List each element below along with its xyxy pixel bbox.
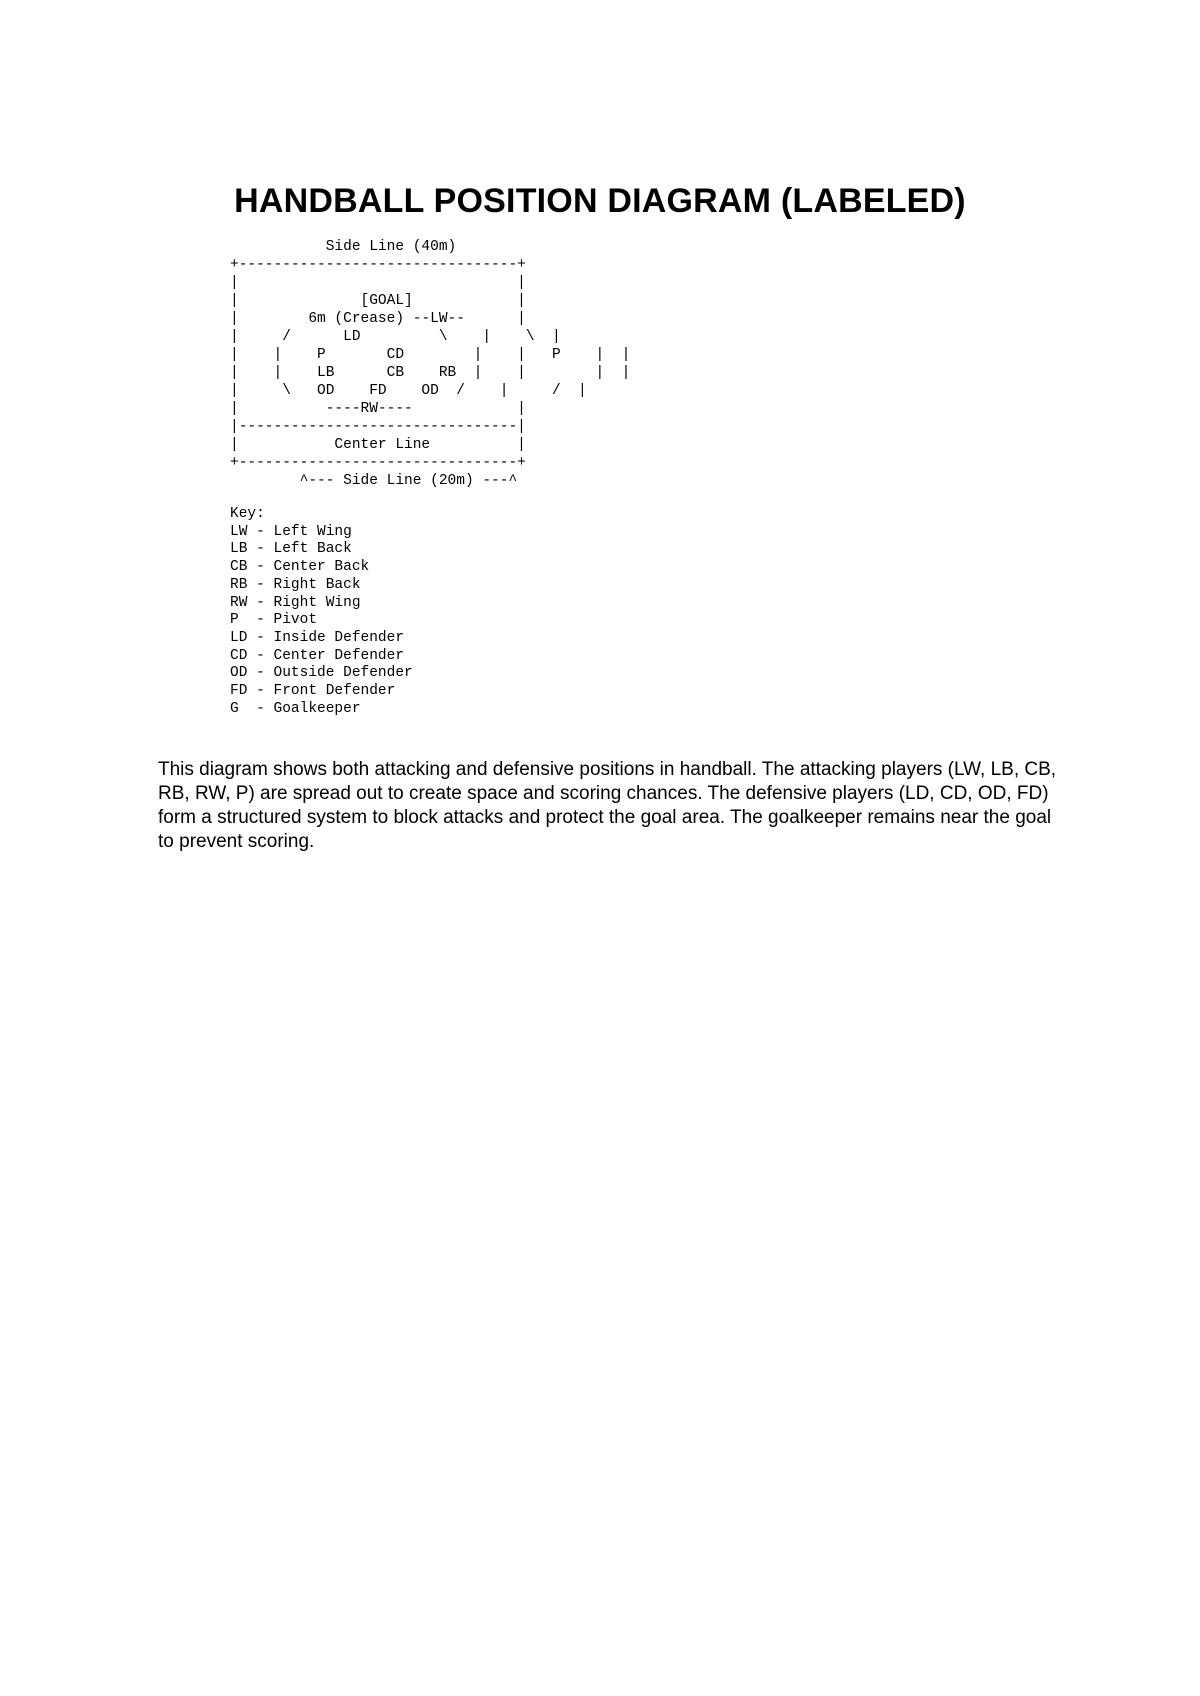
description-paragraph: This diagram shows both attacking and defensive positions in handball. The attacking players (LW, LB, CB, RB, RW, P) are spread out to create space and scoring chances. The defensive players (LD, CD, OD, FD) form a structured system to block attacks and protect the goal area. The goalkeeper remains near the goal to prevent scoring. bbox=[158, 759, 1057, 852]
position-key-list: Key: LW - Left Wing LB - Left Back CB - Center Back RB - Right Back RW - Right Wing P - Pivot LD - Inside Defender CD - Center Defender OD - Outside Defender FD - Front Defender G - Goalkeeper bbox=[230, 506, 413, 717]
page-title: HANDBALL POSITION DIAGRAM (LABELED) bbox=[234, 181, 966, 220]
ascii-court-diagram: Side Line (40m) +--------------------------------+ | | | [GOAL] | | 6m (Crease) --LW-- | | / LD \ | \ | | | P CD | | P | | | | LB CB RB | | | | | \ OD FD OD / | / | | ----RW---- | |--------------------------------| | Center Line | +--------------------------------+ ^--- Side Line (20m) ---^ bbox=[230, 239, 631, 489]
